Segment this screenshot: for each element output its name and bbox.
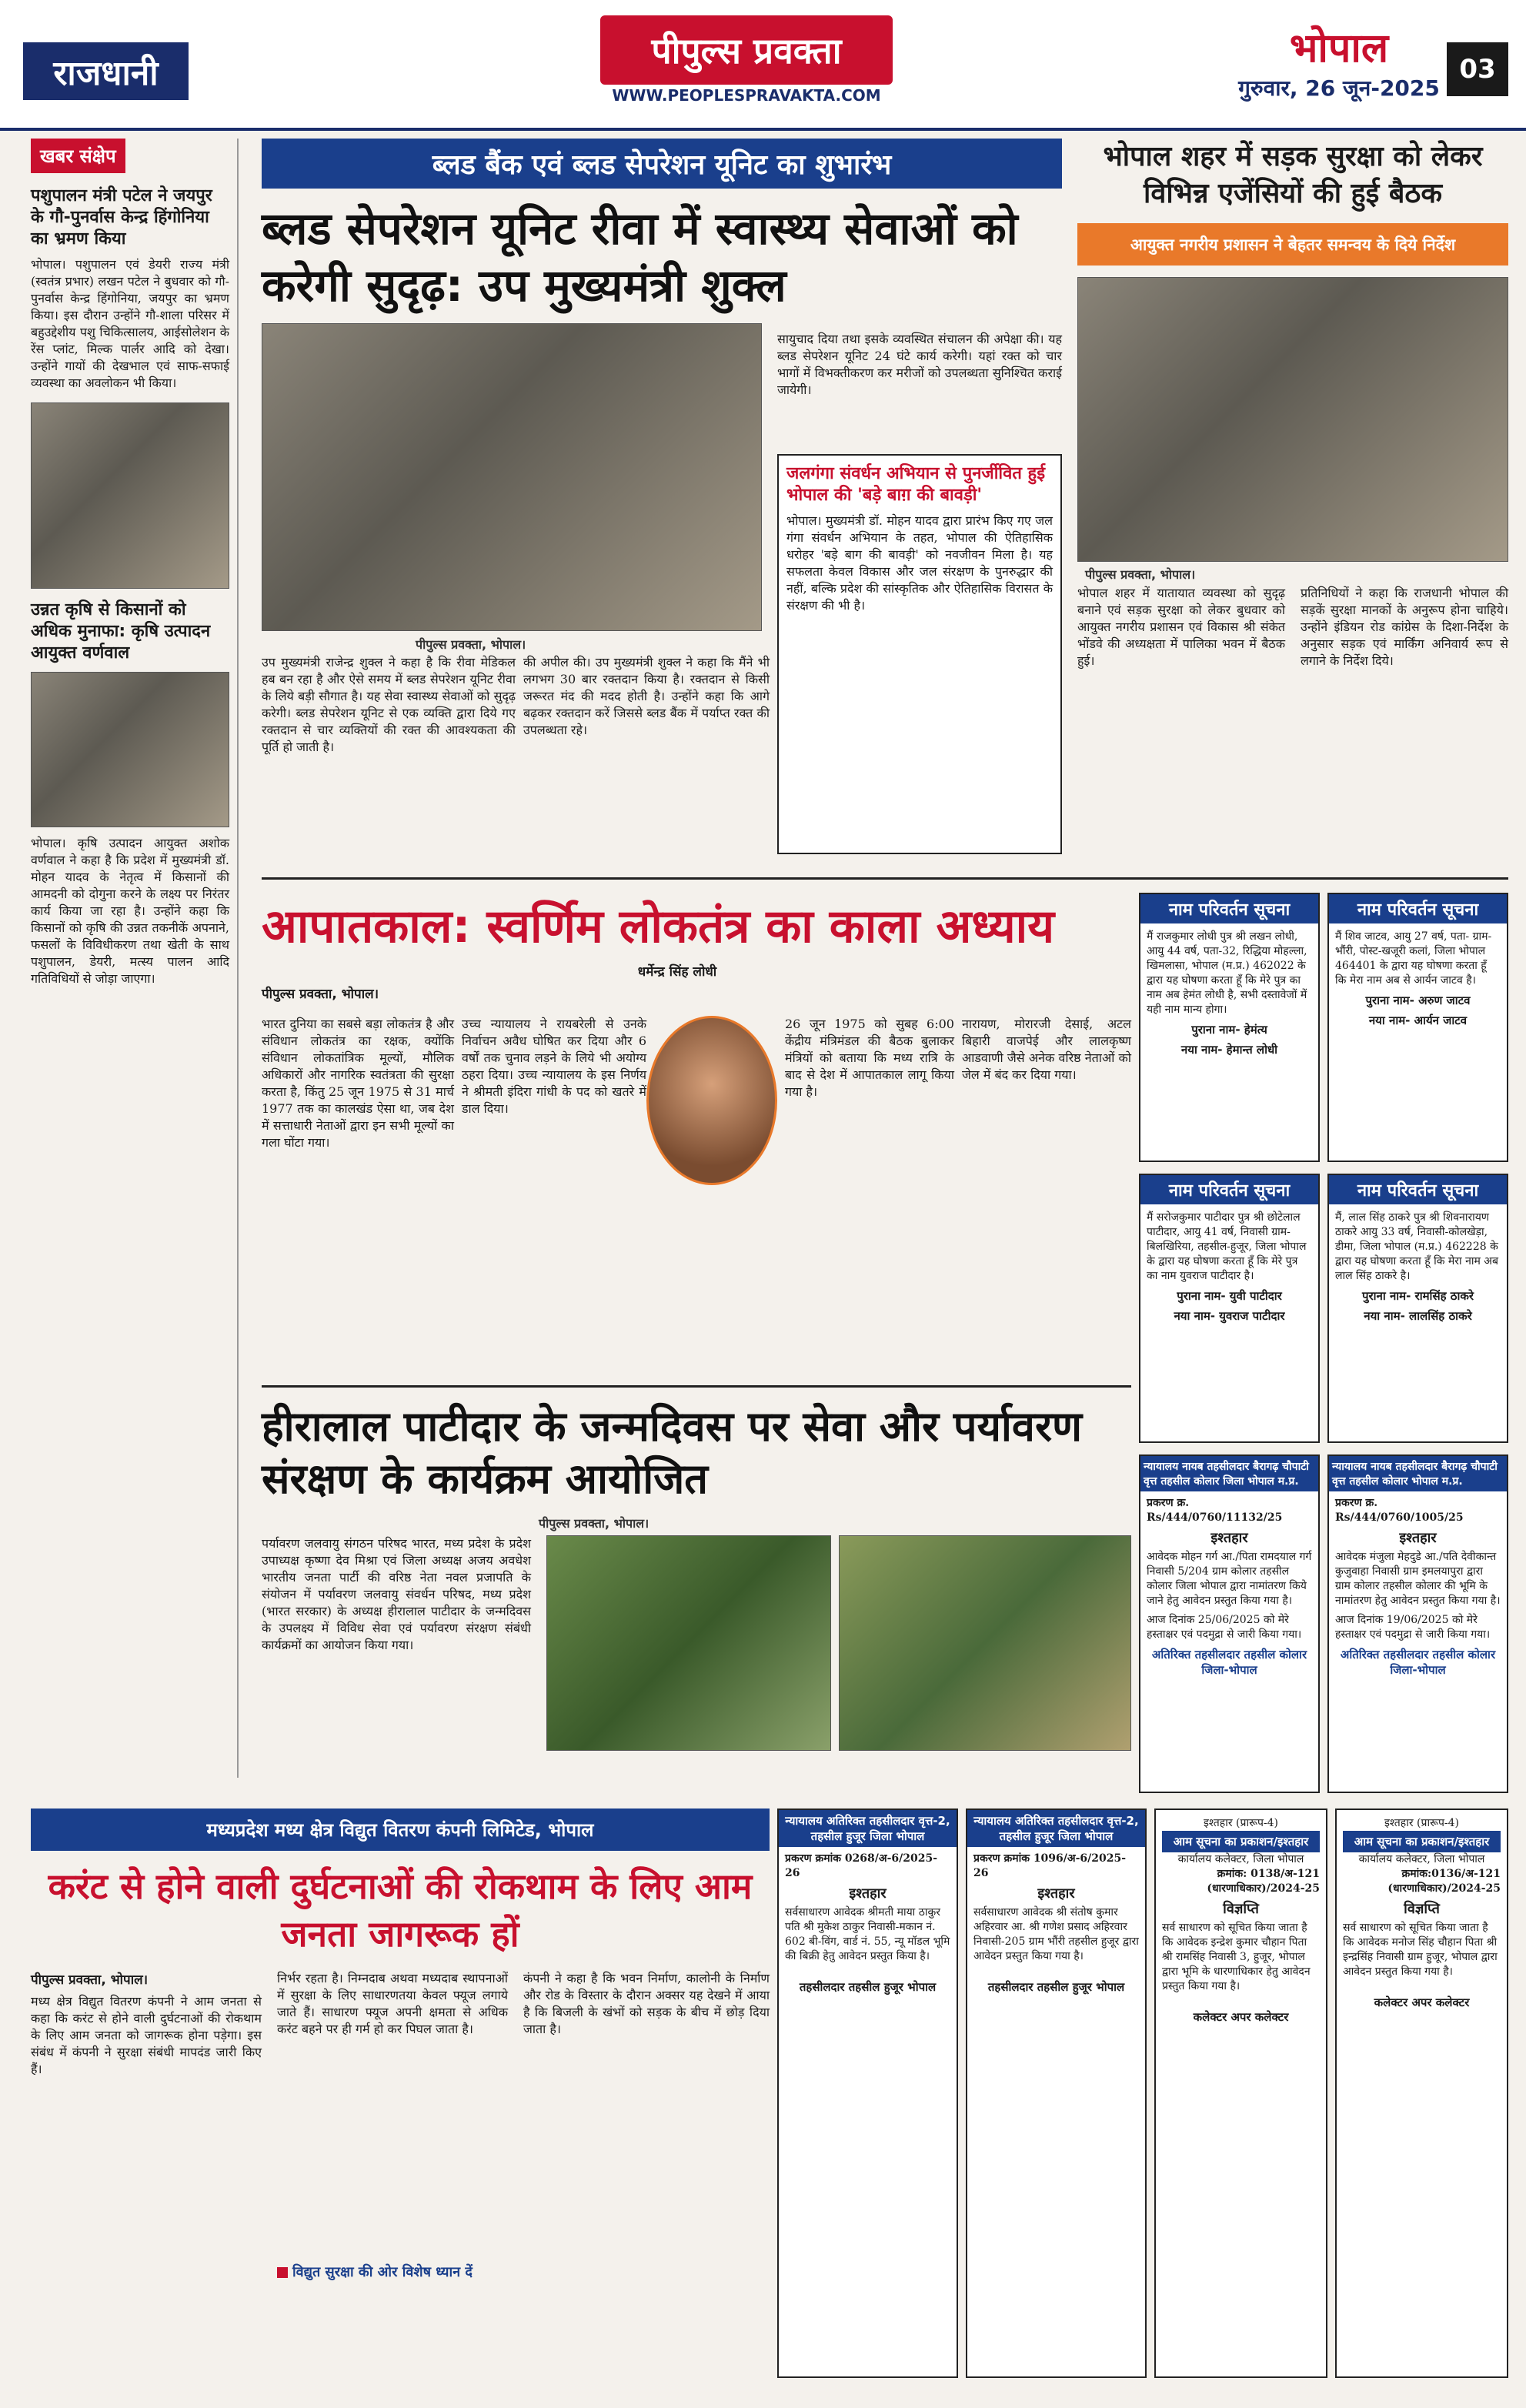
notice-title: इश्तहार [849, 1885, 887, 1902]
court-name: न्यायालय नायब तहसीलदार बैरागढ़ चौपाटी वृत्त तहसील कोलार भोपाल म.प्र. [1329, 1456, 1507, 1491]
notice-body: मैं शिव जाटव, आयु 27 वर्ष, पता- ग्राम-भौंरी, पोस्ट-खजूरी कलां, जिला भोपाल 464401 के द्वारा यह घोषणा करता हूँ कि मेरा नाम अब से आर्यन जाटव है। [1335, 930, 1492, 987]
brief-body: भोपाल। पशुपालन एवं डेयरी राज्य मंत्री (स्वतंत्र प्रभार) लखन पटेल ने बुधवार को गौ-पुनर्वास केन्द्र हिंगोनिया, जयपुर का भ्रमण किया। इस दौरान उन्होंने गौ-शाला परिसर में बहुउद्देशीय पशु चिकित्सालय, आईसोलेशन के रेंस प्लांट, मिल्क पार्लर आदि को देखा। उन्होंने गायों की देखभाल एवं साफ-सफाई व्यवस्था का अवलोकन भी किया। [31, 257, 229, 390]
case-number: क्रमांक: 0138/अ-121 (धारणाधिकार)/2024-25 [1207, 1868, 1320, 1895]
office-name: कार्यालय कलेक्टर, जिला भोपाल [1358, 1853, 1485, 1865]
news-brief-sidebar [31, 139, 239, 1778]
tehsil-notice [966, 1809, 1147, 2378]
edition-date: गुरुवार, 26 जून-2025 [1238, 75, 1440, 101]
notice-body: मैं, लाल सिंह ठाकरे पुत्र श्री शिवनारायण ठाकरे आयु 33 वर्ष, निवासी-कोलखेड़ा, डीमा, जिला भोपाल (म.प्र.) 462228 के द्वारा यह घोषणा करता हूँ कि मेरा नाम अब लाल सिंह ठाकरे है। [1335, 1211, 1499, 1282]
photo-caption: पीपुल्स प्रवक्ता, भोपाल। [416, 637, 526, 652]
notice-head: आम सूचना का प्रकाशन/इश्तहार [1343, 1831, 1501, 1852]
notice-title: विज्ञप्ति [1223, 1901, 1259, 1917]
blood-bank-photo [262, 323, 762, 631]
court-notice [1327, 1454, 1508, 1793]
divider [262, 1385, 1131, 1388]
author-photo [646, 1016, 777, 1185]
photo-caption: पीपुल्स प्रवक्ता, भोपाल। [539, 1516, 649, 1531]
electricity-body: मध्य क्षेत्र विद्युत वितरण कंपनी ने आम जनता से कहा कि करंट से होने वाली दुर्घटनाओं की रोकथाम के लिए आम जनता को जागरूक होना पड़ेगा। इस संबंध में कंपनी ने सुरक्षा संबंधी मापदंड जारी किए हैं। [31, 1994, 262, 2076]
court-name: न्यायालय नायब तहसीलदार बैरागढ़ चौपाटी वृत्त तहसील कोलार जिला भोपाल म.प्र. [1140, 1456, 1318, 1491]
old-name: पुराना नाम- युवी पाटीदार [1177, 1289, 1282, 1303]
new-name: नया नाम- हेमान्त लोधी [1180, 1043, 1278, 1057]
form-label: इश्तहार (प्रारूप-4) [1203, 1817, 1279, 1829]
notice-title: इश्तहार [1399, 1530, 1437, 1546]
baori-body: भोपाल। मुख्यमंत्री डॉ. मोहन यादव द्वारा प्रारंभ किए गए जल गंगा संवर्धन अभियान के तहत, भोपाल की ऐतिहासिक धरोहर 'बड़े बाग की बावड़ी' को नवजीवन मिला है। यह सफलता केवल विकास और जल संरक्षण के पुनरुद्धार की नहीं, बल्कि प्रदेश की सांस्कृतिक और ऐतिहासिक विरासत के संरक्षण की भी है। [786, 513, 1053, 613]
signature: अतिरिक्त तहसीलदार तहसील कोलार जिला-भोपाल [1340, 1648, 1496, 1677]
court-name: न्यायालय अतिरिक्त तहसीलदार वृत्त-2, तहसील हुजूर जिला भोपाल [967, 1810, 1145, 1847]
case-number: प्रकरण क्र. Rs/444/0760/11132/25 [1147, 1497, 1283, 1524]
brief-headline: उन्नत कृषि से किसानों को अधिक मुनाफा: कृषि उत्पादन आयुक्त वर्णवाल [31, 600, 211, 663]
case-number: क्रमांक:0136/अ-121 (धारणाधिकार)/2024-25 [1387, 1868, 1501, 1895]
electricity-body: कंपनी ने कहा है कि भवन निर्माण, कालोनी के निर्माण और रोड के विस्तार के दौरान अक्सर यह देखने में आया है कि बिजली के खंभों को सड़क के बीच में छोड़ दिया जाता है। [523, 1971, 770, 2036]
old-name: पुराना नाम- अरुण जाटव [1365, 994, 1471, 1007]
notice-body: सर्वसाधारण आवेदक श्रीमती माया ठाकुर पति श्री मुकेश ठाकुर निवासी-मकान नं. 602 बी-विंग, वार्ड नं. 55, न्यू मॉडल भूमि की बिक्री हेतु आवेदन प्रस्तुत किया है। [785, 1906, 950, 1962]
notice-body: मैं राजकुमार लोधी पुत्र श्री लखन लोधी, आयु 44 वर्ष, पता-32, रिद्धिया मोहल्ला, खिमलासा, भोपाल (म.प्र.) 462022 के द्वारा यह घोषणा करता हूँ कि मेरे पुत्र का नाम अब हेमंत लोधी है, सभी दस्तावेजों में यही नाम मान्य होगा। [1147, 930, 1307, 1016]
hiralal-headline: हीरालाल पाटीदार के जन्मदिवस पर सेवा और पर्यावरण संरक्षण के कार्यक्रम आयोजित [262, 1402, 1083, 1503]
collector-notice [1154, 1809, 1327, 2378]
brief-body: भोपाल। कृषि उत्पादन आयुक्त अशोक वर्णवाल ने कहा है कि प्रदेश में मुख्यमंत्री डॉ. मोहन यादव के नेतृत्व में किसानों की आमदनी को दोगुना करने के लक्ष्य पर निरंतर कार्य किया जा रहा है। उन्होंने कहा कि किसानों को कृषि की उन्नत तकनीकें अपनाने, फसलों के विविधीकरण तथा खेती के साथ पशुपालन, डेयरी, मत्स्य पालन आदि गतिविधियों से जोड़ा जाएगा। [31, 836, 229, 986]
baori-box [777, 454, 1062, 854]
page-number: 03 [1447, 42, 1508, 96]
section-tab: राजधानी [23, 42, 189, 100]
signature: कलेक्टर अपर कलेक्टर [1193, 2010, 1289, 2024]
notice-title: इश्तहार [1037, 1885, 1075, 1902]
emergency-body: उच्च न्यायालय ने रायबरेली से उनके निर्वाचन अवैध घोषित कर दिया और 6 वर्षों तक चुनाव लड़ने के लिये भी अयोग्य ठहरा दिया। उच्च न्यायालय के इस निर्णय ने श्रीमती इंदिरा गांधी के पद को खतरे में डाल दिया। [462, 1017, 646, 1116]
emergency-body: नारायण, मोरारजी देसाई, अटल बिहारी वाजपेई और लालकृष्ण आडवाणी जैसे अनेक वरिष्ठ नेताओं को जेल में बंद कर दिया गया। [962, 1017, 1131, 1082]
name-change-notice [1327, 1174, 1508, 1443]
name-change-notice [1139, 1174, 1320, 1443]
electricity-headline: करंट से होने वाली दुर्घटनाओं की रोकथाम के लिए आम जनता जागरूक हों [48, 1865, 753, 1955]
form-label: इश्तहार (प्रारूप-4) [1384, 1817, 1460, 1829]
old-name: पुराना नाम- रामसिंह ठाकरे [1361, 1289, 1474, 1303]
blood-bank-body: सायुचाद दिया तथा इसके व्यवस्थित संचालन की अपेक्षा की। यह ब्लड सेपरेशन यूनिट 24 घंटे कार्य करेगी। यहां रक्त को चार भागों में विभक्तीकरण कर मरीजों को उपलब्धता सुनिश्चित कराई जायेगी। [777, 332, 1062, 397]
road-safety-body: भोपाल शहर में यातायात व्यवस्था को सुदृढ़ बनाने एवं सड़क सुरक्षा को लेकर बुधवार को आयुक्त नगरीय प्रशासन एवं विकास श्री संकेत भोंडवे की अध्यक्षता में पालिका भवन में बैठक हुई। [1077, 586, 1285, 668]
signature: तहसीलदार तहसील हुजूर भोपाल [799, 1980, 937, 1994]
author-name: धर्मेन्द्र सिंह लोधी [637, 964, 717, 980]
blood-bank-headline: ब्लड सेपरेशन यूनिट रीवा में स्वास्थ्य सेवाओं को करेगी सुदृढ़: उप मुख्यमंत्री शुक्ल [262, 202, 1018, 312]
source-line: पीपुल्स प्रवक्ता, भोपाल। [262, 987, 379, 1002]
notice-title: नाम परिवर्तन सूचना [1140, 1175, 1318, 1204]
electricity-topbar: मध्यप्रदेश मध्य क्षेत्र विद्युत वितरण कंपनी लिमिटेड, भोपाल [31, 1809, 770, 1851]
collector-notice [1335, 1809, 1508, 2378]
brief-headline: पशुपालन मंत्री पटेल ने जयपुर के गौ-पुनर्वास केन्द्र हिंगोनिया का भ्रमण किया [31, 186, 212, 249]
edition-city: भोपाल [1289, 25, 1389, 72]
website-link[interactable]: WWW.PEOPLESPRAVAKTA.COM [612, 86, 881, 105]
bullet-icon [277, 2267, 288, 2278]
notice-title: नाम परिवर्तन सूचना [1329, 1175, 1507, 1204]
road-safety-headline: भोपाल शहर में सड़क सुरक्षा को लेकर विभिन्न एजेंसियों की हुई बैठक [1103, 141, 1483, 209]
new-name: नया नाम- आर्यन जाटव [1368, 1014, 1468, 1027]
notice-title: नाम परिवर्तन सूचना [1140, 894, 1318, 923]
notice-title: नाम परिवर्तन सूचना [1329, 894, 1507, 923]
case-number: प्रकरण क्रमांक 0268/अ-6/2025-26 [785, 1852, 938, 1879]
office-name: कार्यालय कलेक्टर, जिला भोपाल [1177, 1853, 1304, 1865]
new-name: नया नाम- युवराज पाटीदार [1174, 1309, 1285, 1323]
notice-date: आज दिनांक 19/06/2025 को मेरे हस्ताक्षर एवं पदमुद्रा से जारी किया गया। [1335, 1614, 1491, 1641]
blood-bank-banner: ब्लड बैंक एवं ब्लड सेपरेशन यूनिट का शुभारंभ [262, 139, 1062, 189]
emergency-body: 26 जून 1975 को सुबह 6:00 केंद्रीय मंत्रिमंडल की बैठक बुलाकर मंत्रियों को बताया कि मध्य रात्रि के बाद से देश में आपातकाल लागू किया गया है। [785, 1017, 954, 1099]
signature: कलेक्टर अपर कलेक्टर [1374, 1996, 1470, 2009]
notice-head: आम सूचना का प्रकाशन/इश्तहार [1162, 1831, 1320, 1852]
brief-photo [31, 402, 229, 589]
signature: अतिरिक्त तहसीलदार तहसील कोलार जिला-भोपाल [1151, 1648, 1307, 1677]
subhead-text: विद्युत सुरक्षा की ओर विशेष ध्यान दें [292, 2264, 472, 2280]
old-name: पुराना नाम- हेमंत्य [1191, 1023, 1267, 1037]
road-safety-subhead: आयुक्त नगरीय प्रशासन ने बेहतर समन्वय के दिये निर्देश [1077, 223, 1508, 266]
notice-body: सर्व साधारण को सूचित किया जाता है कि आवेदक इन्द्रेश कुमार चौहान पिता श्री रामसिंह निवासी 3, हुजूर, भोपाल द्वारा भूमि के धारणाधिकार हेतु आवेदन प्रस्तुत किया गया है। [1162, 1922, 1311, 1992]
case-number: प्रकरण क्र. Rs/444/0760/1005/25 [1335, 1497, 1464, 1524]
emergency-byline [262, 962, 1093, 1007]
blood-bank-body: की अपील की। उप मुख्यमंत्री शुक्ल ने कहा कि मैंने भी लगभग 30 बार रक्तदान किया है। रक्तदान से किसी जरूरत मंद की मदद होती है। उन्होंने कहा कि आगे बढ़कर रक्तदान करें जिससे ब्लड बैंक में पर्याप्त रक्त की उपलब्धता रहे। [523, 655, 770, 737]
hiralal-photo [839, 1535, 1131, 1751]
divider [262, 877, 1508, 880]
baori-headline: जलगंगा संवर्धन अभियान से पुनर्जीवित हुई भोपाल की 'बड़े बाग़ की बावड़ी' [786, 464, 1046, 505]
hiralal-photo [546, 1535, 831, 1751]
court-notice [1139, 1454, 1320, 1793]
blood-bank-body: उप मुख्यमंत्री राजेन्द्र शुक्ल ने कहा है कि रीवा मेडिकल हब बन रहा है और ऐसे समय में ब्लड सेपरेशन यूनिट रीवा के लिये बड़ी सौगात है। यह सेवा स्वास्थ्य सेवाओं को सुदृढ़ करेगी। ब्लड सेपरेशन यूनिट से एक व्यक्ति द्वारा दिये गए रक्तदान से चार व्यक्तियों की रक्त की आवश्यकता की पूर्ति हो जाती है। [262, 655, 516, 754]
road-safety-body: प्रतिनिधियों ने कहा कि राजधानी भोपाल की सड़कें सुरक्षा मानकों के अनुरूप होना चाहिये। उन्होंने इंडियन रोड कांग्रेस के दिशा-निर्देश के अनुसार सड़क एवं मार्किंग अनिवार्य रूप से लगाने के निर्देश दिये। [1301, 586, 1508, 668]
emergency-headline: आपातकाल: स्वर्णिम लोकतंत्र का काला अध्याय [262, 900, 1054, 954]
notice-body: सर्वसाधारण आवेदक श्री संतोष कुमार अहिरवार आ. श्री गणेश प्रसाद अहिरवार निवासी-205 ग्राम भौंरी तहसील हुजूर द्वारा आवेदन प्रस्तुत किया गया है। [973, 1906, 1139, 1962]
source-line: पीपुल्स प्रवक्ता, भोपाल। [31, 1972, 149, 1988]
notice-title: विज्ञप्ति [1404, 1901, 1440, 1917]
new-name: नया नाम- लालसिंह ठाकरे [1364, 1309, 1472, 1323]
notice-body: मैं सरोजकुमार पाटीदार पुत्र श्री छोटेलाल पाटीदार, आयु 41 वर्ष, निवासी ग्राम-बिलखिरिया, तहसील-हुजूर, जिला भोपाल के द्वारा यह घोषणा करता हूँ कि मेरे पुत्र का नाम युवराज पाटीदार है। [1147, 1211, 1307, 1282]
emergency-body: भारत दुनिया का सबसे बड़ा लोकतंत्र है और संविधान लोकतंत्र का रक्षक, क्योंकि संविधान लोकतांत्रिक मूल्यों, मौलिक अधिकारों और नागरिक स्वतंत्रता की सुरक्षा करता है, किंतु 25 जून 1975 से 31 मार्च 1977 तक का कालखंड ऐसा था, जब देश में सत्ताधारी नेताओं द्वारा इन सभी मूल्यों का गला घोंटा गया। [262, 1017, 454, 1150]
electricity-subhead [277, 2263, 508, 2281]
name-change-notice [1327, 893, 1508, 1162]
name-change-notice [1139, 893, 1320, 1162]
electricity-body: निर्भर रहता है। निम्नदाब अथवा मध्यदाब स्थापनाओं में सुरक्षा के लिए साधारणतया केवल फ्यूज लगाये जाते हैं। साधारण फ्यूज अपनी क्षमता से अधिक करंट बहने पर ही गर्म हो कर पिघल जाता है। [277, 1971, 508, 2036]
road-safety-photo [1077, 277, 1508, 562]
court-name: न्यायालय अतिरिक्त तहसीलदार वृत्त-2, तहसील हुजूर जिला भोपाल [779, 1810, 957, 1847]
notice-title: इश्तहार [1210, 1530, 1248, 1546]
notice-body: आवेदक मंजुला मेहदुडे आ./पति देवीकान्त कुजुवाहा निवासी ग्राम इमलयापुरा द्वारा ग्राम कोलार तहसील कोलार की भूमि के नामांतरण हेतु आवेदन प्रस्तुत किया गया है। [1335, 1551, 1501, 1607]
brief-photo [31, 672, 229, 827]
notice-body: सर्व साधारण को सूचित किया जाता है कि आवेदक मनोज सिंह चौहान पिता श्री इन्द्रसिंह निवासी ग्राम हुजूर, भोपाल द्वारा आवेदन प्रस्तुत किया गया है। [1343, 1922, 1498, 1978]
tehsil-notice [777, 1809, 958, 2378]
news-brief-tag: खबर संक्षेप [31, 139, 125, 173]
newspaper-logo: पीपुल्स प्रवक्ता [600, 15, 893, 85]
signature: तहसीलदार तहसील हुजूर भोपाल [987, 1980, 1125, 1994]
photo-caption: पीपुल्स प्रवक्ता, भोपाल। [1085, 567, 1196, 582]
case-number: प्रकरण क्रमांक 1096/अ-6/2025-26 [973, 1852, 1127, 1879]
hiralal-body: पर्यावरण जलवायु संगठन परिषद भारत, मध्य प्रदेश के प्रदेश उपाध्यक्ष कृष्णा देव मिश्रा एवं जिला अध्यक्ष अजय अवधेश भारतीय जनता पार्टी की वरिष्ठ नेता नवल प्रजापति के संयोजन में पर्यावरण जलवायु संवर्धन परिषद, मध्य प्रदेश (भारत सरकार) के अध्यक्ष हीरालाल पाटीदार के जन्मदिवस के उपलक्ष्य में विविध सेवा एवं पर्यावरण संरक्षण संबंधी कार्यक्रमों का आयोजन किया गया। [262, 1536, 531, 1652]
notice-body: आवेदक मोहन गर्ग आ./पिता रामदयाल गर्ग निवासी 5/204 ग्राम कोलार तहसील कोलार जिला भोपाल द्वारा नामांतरण किये जाने हेतु आवेदन प्रस्तुत किया गया है। [1147, 1551, 1312, 1607]
notice-date: आज दिनांक 25/06/2025 को मेरे हस्ताक्षर एवं पदमुद्रा से जारी किया गया। [1147, 1614, 1302, 1641]
